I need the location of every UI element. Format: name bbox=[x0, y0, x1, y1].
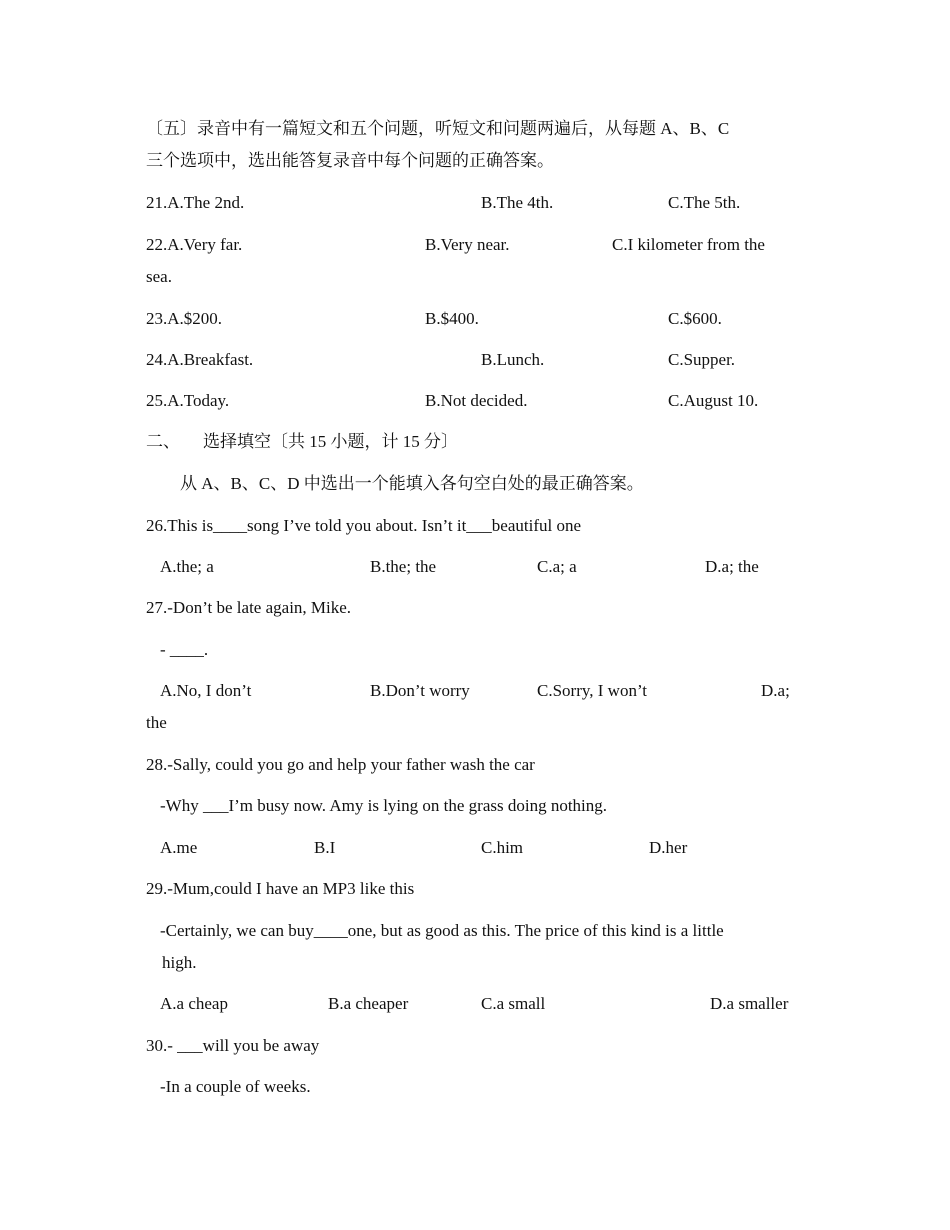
q28-reply: -Why ___I’m busy now. Amy is lying on the grass doing nothing. bbox=[160, 796, 608, 815]
q22-option-b: B.Very near. bbox=[425, 235, 510, 254]
q27-option-d: D.a; bbox=[761, 681, 790, 700]
q29-option-b: B.a cheaper bbox=[328, 994, 409, 1013]
q26-option-b: B.the; the bbox=[370, 557, 437, 576]
q28-option-a: A.me bbox=[160, 838, 198, 857]
section-2-instruction: 从 A、B、C、D 中选出一个能填入各句空白处的最正确答案。 bbox=[180, 474, 644, 493]
q28-option-d: D.her bbox=[649, 838, 688, 857]
section-2-title: 选择填空〔共 15 小题，计 15 分〕 bbox=[203, 432, 458, 451]
q21-option-a: 21.A.The 2nd. bbox=[146, 193, 245, 212]
q27-stem: 27.-Don’t be late again, Mike. bbox=[146, 598, 352, 617]
q26-option-a: A.the; a bbox=[160, 557, 214, 576]
q22-option-c-continued: sea. bbox=[146, 267, 172, 286]
q26-stem: 26.This is____song I’ve told you about. Isn’t it___beautiful one bbox=[146, 516, 582, 535]
q28-option-c: C.him bbox=[481, 838, 524, 857]
q23-option-c: C.$600. bbox=[668, 309, 722, 328]
q29-reply-line-2: high. bbox=[162, 953, 197, 972]
q26-option-c: C.a; a bbox=[537, 557, 577, 576]
q24-option-b: B.Lunch. bbox=[481, 350, 545, 369]
q21-option-b: B.The 4th. bbox=[481, 193, 554, 212]
q24-option-a: 24.A.Breakfast. bbox=[146, 350, 254, 369]
q24-option-c: C.Supper. bbox=[668, 350, 736, 369]
q22-option-a: 22.A.Very far. bbox=[146, 235, 243, 254]
q27-reply: - ____. bbox=[160, 640, 209, 659]
section-2-number: 二、 bbox=[146, 432, 180, 451]
q27-option-d-continued: the bbox=[146, 713, 167, 732]
q27-option-b: B.Don’t worry bbox=[370, 681, 470, 700]
q29-option-d: D.a smaller bbox=[710, 994, 789, 1013]
q25-option-b: B.Not decided. bbox=[425, 391, 528, 410]
q29-option-c: C.a small bbox=[481, 994, 546, 1013]
q22-option-c: C.I kilometer from the bbox=[612, 235, 765, 254]
q23-option-b: B.$400. bbox=[425, 309, 479, 328]
q25-option-c: C.August 10. bbox=[668, 391, 759, 410]
q27-option-a: A.No, I don’t bbox=[160, 681, 252, 700]
section-5-intro-line-2: 三个选项中，选出能答复录音中每个问题的正确答案。 bbox=[146, 151, 554, 170]
q26-option-d: D.a; the bbox=[705, 557, 759, 576]
q30-reply: -In a couple of weeks. bbox=[160, 1077, 311, 1096]
q29-reply-line-1: -Certainly, we can buy____one, but as good as this. The price of this kind is a little bbox=[160, 921, 724, 940]
q29-stem: 29.-Mum,could I have an MP3 like this bbox=[146, 879, 415, 898]
q23-option-a: 23.A.$200. bbox=[146, 309, 223, 328]
q28-option-b: B.I bbox=[314, 838, 336, 857]
q29-option-a: A.a cheap bbox=[160, 994, 228, 1013]
q30-stem: 30.- ___will you be away bbox=[146, 1036, 320, 1055]
section-5-intro-line-1: 〔五〕录音中有一篇短文和五个问题，听短文和问题两遍后，从每题 A、B、C bbox=[146, 119, 730, 138]
q21-option-c: C.The 5th. bbox=[668, 193, 741, 212]
q27-option-c: C.Sorry, I won’t bbox=[537, 681, 648, 700]
q25-option-a: 25.A.Today. bbox=[146, 391, 230, 410]
q28-stem: 28.-Sally, could you go and help your father wash the car bbox=[146, 755, 535, 774]
